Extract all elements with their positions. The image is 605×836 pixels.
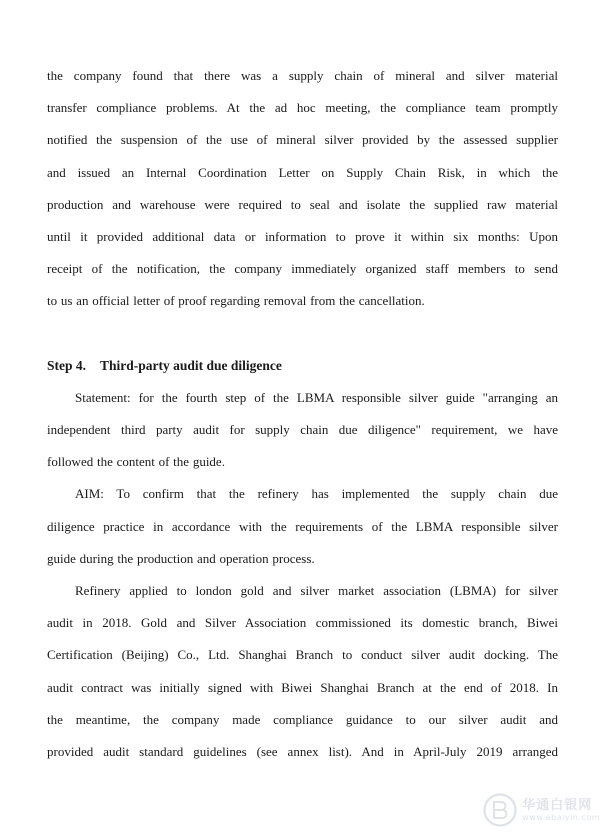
text-line: Statement: for the fourth step of the LBMA responsible silver guide "arranging an (75, 389, 558, 405)
text-line: production and warehouse were required to seal and isolate the supplied raw material (47, 196, 558, 212)
text-line: the meantime, the company made compliance guidance to our silver audit and (47, 711, 558, 727)
paragraph (47, 382, 558, 479)
text-line: audit contract was initially signed with Biwei Shanghai Branch at the end of 2018. In (47, 679, 558, 695)
text-line: independent third party audit for supply chain due diligence" requirement, we have (47, 422, 558, 438)
section-heading-title: Third-party audit due diligence (100, 357, 282, 373)
text-line: the company found that there was a supply chain of mineral and silver material (47, 68, 558, 83)
text-line: audit in 2018. Gold and Silver Association commissioned its domestic branch, Biwei (47, 615, 558, 631)
text-line: AIM: To confirm that the refinery has implemented the supply chain due (75, 486, 558, 502)
watermark (482, 792, 600, 828)
text-line: transfer compliance problems. At the ad hoc meeting, the compliance team promptly (47, 100, 558, 116)
text-line: notified the suspension of the use of mineral silver provided by the assessed supplier (47, 132, 558, 148)
text-line: receipt of the notification, the company immediately organized staff members to send (47, 261, 558, 277)
paragraph (47, 60, 558, 318)
text-line: and issued an Internal Coordination Letter on Supply Chain Risk, in which the (47, 164, 558, 180)
section-heading-number: Step 4. (47, 357, 87, 373)
section-heading (47, 350, 558, 382)
watermark-site-url: www.ebaiyin.com (522, 812, 600, 822)
paragraph (47, 575, 558, 768)
text-line: guide during the production and operation process. (47, 550, 315, 566)
text-line: until it provided additional data or information to prove it within six months: Upon (47, 228, 558, 244)
text-line: diligence practice in accordance with the requirements of the LBMA responsible silver (47, 518, 558, 534)
text-line: provided audit standard guidelines (see annex list). And in April-July 2019 arranged (47, 743, 558, 759)
text-line: Refinery applied to london gold and silver market association (LBMA) for silver (75, 583, 558, 598)
paragraph (47, 478, 558, 575)
text-line: followed the content of the guide. (47, 454, 225, 470)
watermark-logo-icon (482, 792, 518, 828)
text-line: Certification (Beijing) Co., Ltd. Shanghai Branch to conduct silver audit docking. The (47, 647, 558, 663)
text-line: to us an official letter of proof regarding removal from the cancellation. (47, 293, 425, 309)
watermark-text (522, 798, 600, 823)
watermark-site-name: 华通白银网 (522, 797, 593, 813)
